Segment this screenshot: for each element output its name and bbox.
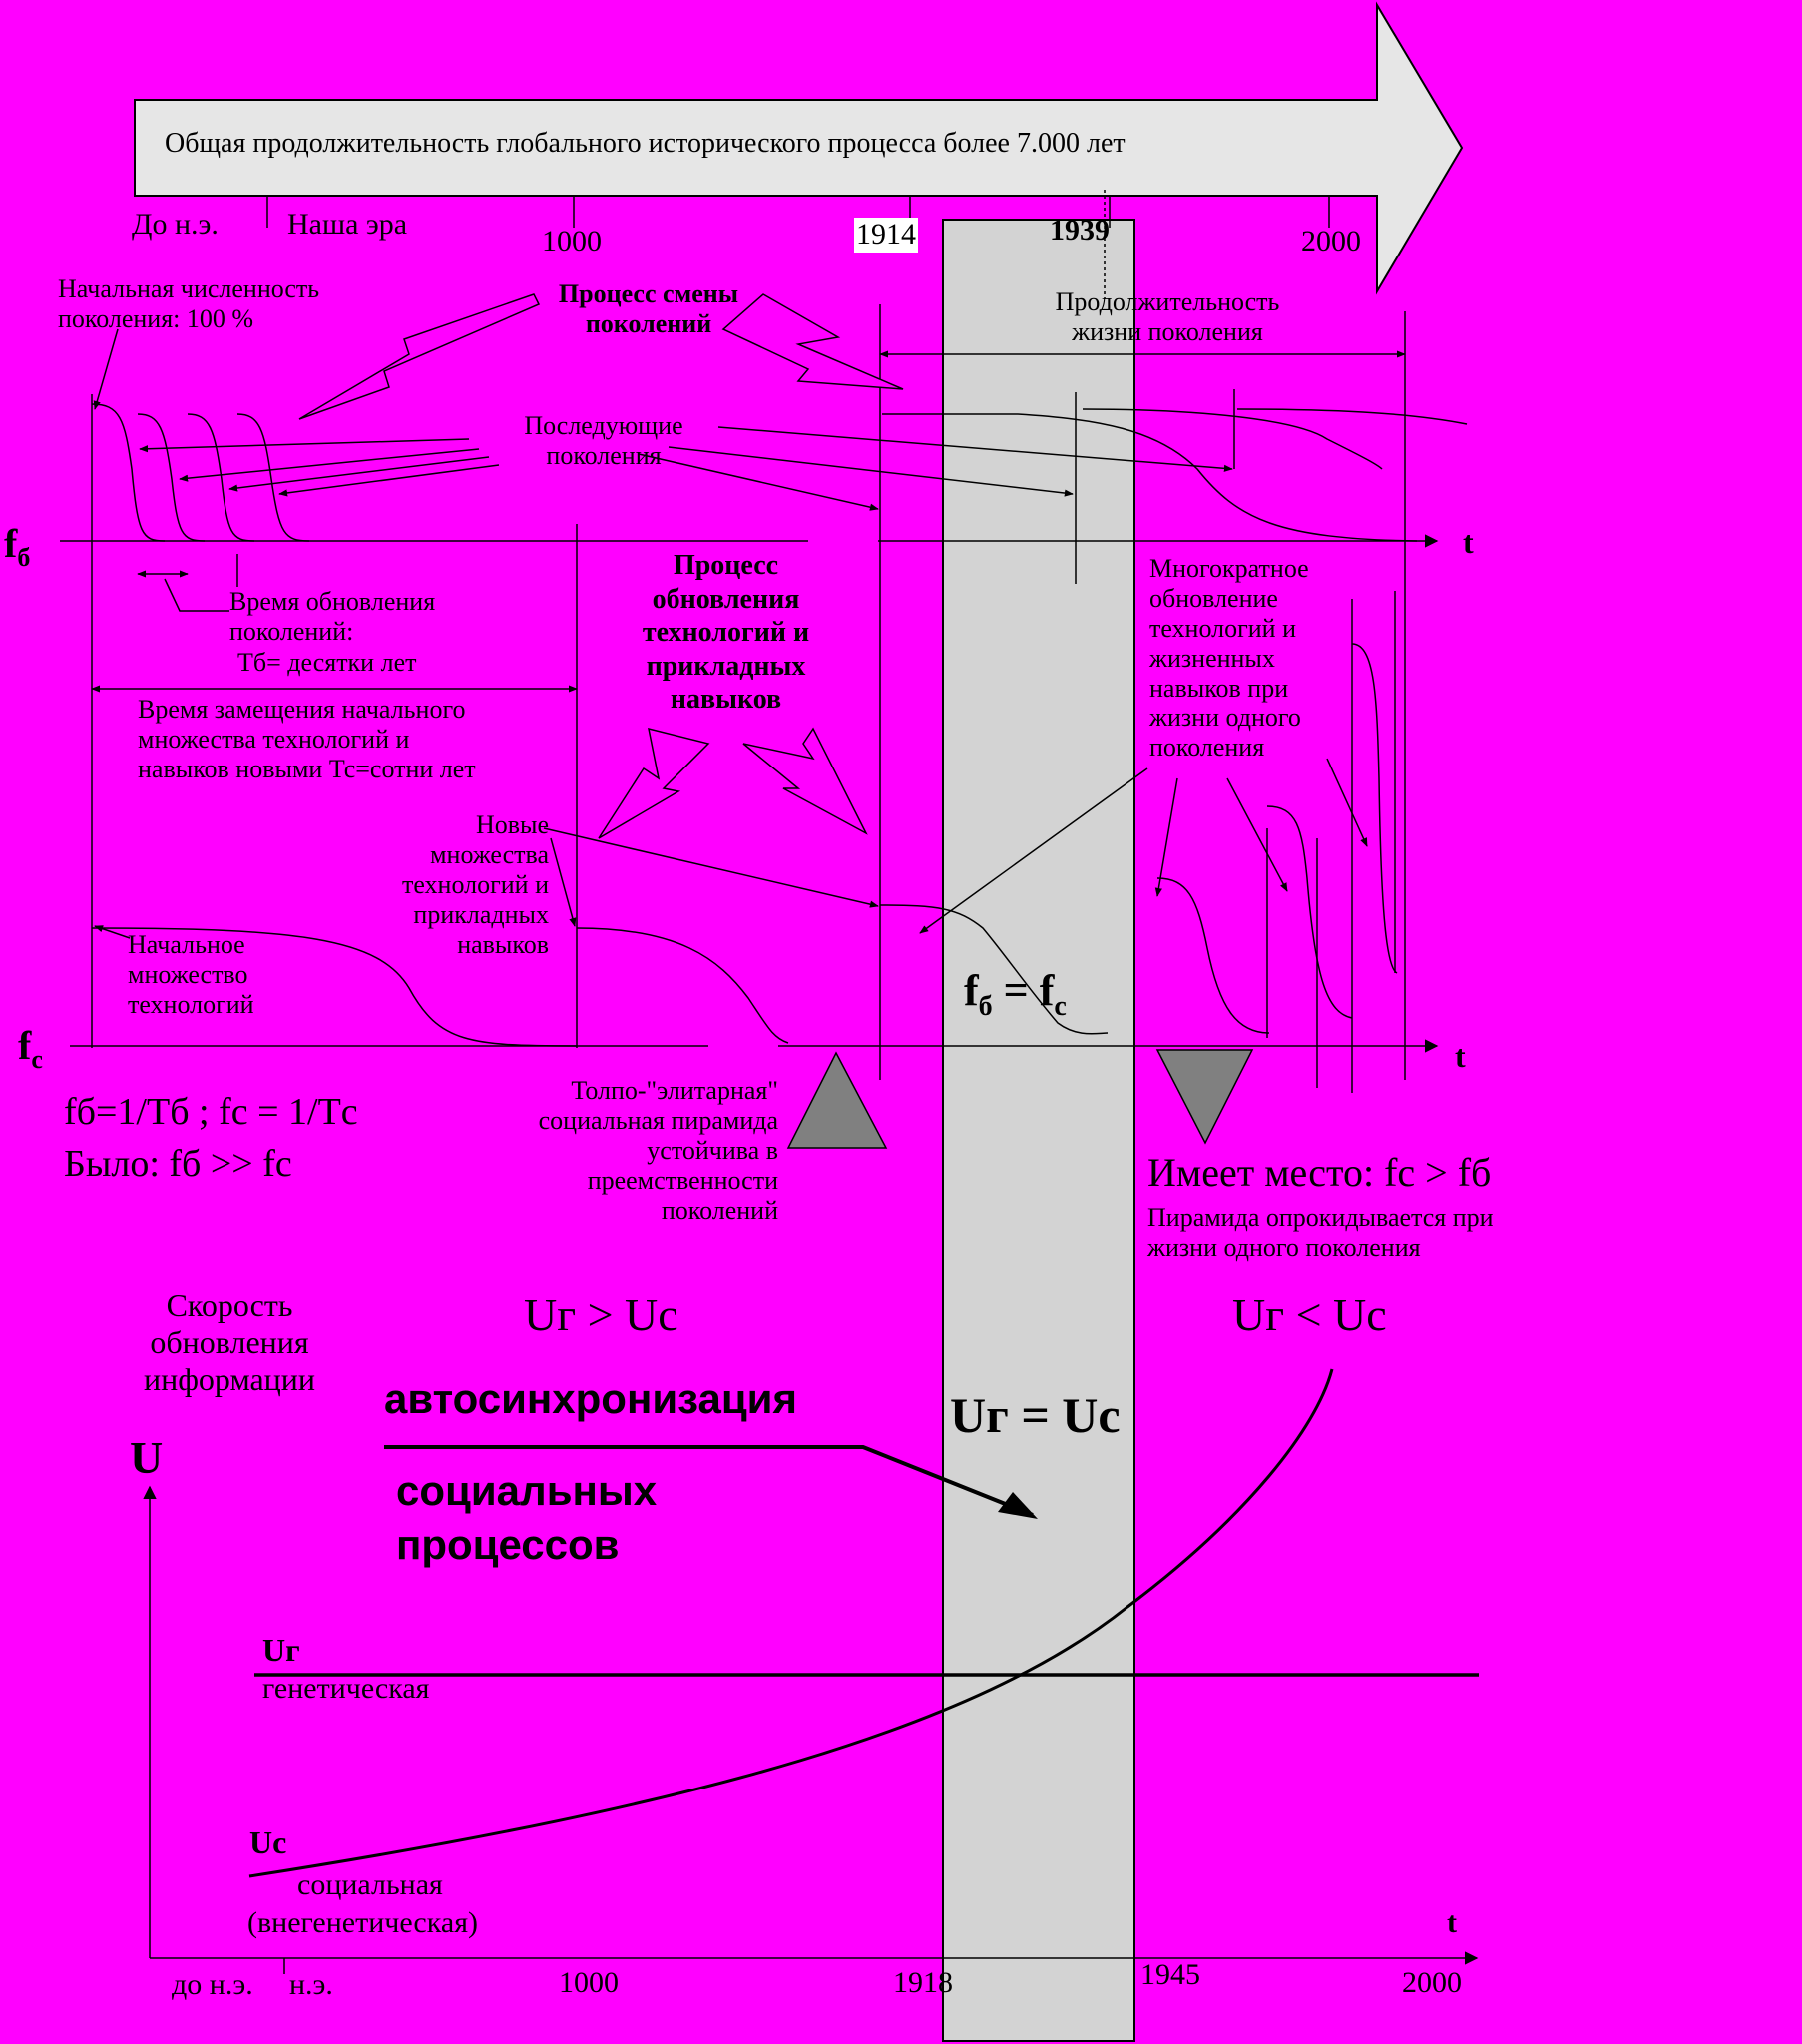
tech-process-label: Процесс обновления технологий и прикладных навыков [642,550,810,716]
autosync-label-3: процессов [396,1521,620,1568]
pyramid-right-label: Пирамида опрокидывается при жизни одного поколения [1147,1203,1494,1262]
renewal-time-label-3: Тб= десятки лет [237,648,417,677]
fb-equals-fc: $f_б = f_с$ [964,966,1067,1022]
x-label-1918: 1918 [893,1966,953,1999]
x-label-2000: 2000 [1402,1966,1462,1999]
gen-duration-label: Продолжительность жизни поколения [1055,287,1280,346]
tech-arrow-right [743,729,866,833]
formula-frequencies: fб=1/Tб ; fс = 1/Tс [64,1091,358,1133]
pyramid-left-label: Толпо-"элитарная" социальная пирамида устойчива в преемственности поколений [538,1076,778,1225]
ug-equals-uc: Uг = Uс [950,1387,1121,1443]
t-axis-label-mid: t [1455,1038,1466,1074]
replacement-label-2: множества технологий и [138,725,410,754]
new-sets-label: Новые множества технологий и прикладных навыков [401,810,549,959]
replacement-label-3: навыков новыми Тс=сотни лет [138,755,476,783]
t-axis-label-bottom: t [1447,1906,1457,1939]
tech-arrow-left [599,729,708,838]
timeline-1939: 1939 [1050,214,1110,247]
uc-label: Uс [249,1824,287,1860]
has-place-label: Имеет место: fс > fб [1147,1150,1492,1195]
timeline-2000: 2000 [1301,225,1361,257]
initial-set-label: Начальное множество технологий [128,930,254,1019]
next-gens-label: Последующие поколения [524,411,683,470]
pyramid-stable [788,1053,886,1148]
gen-change-label: Процесс смены поколений [558,279,739,338]
timeline-ticks [267,190,1329,299]
uc-desc-2: (внегенетическая) [247,1906,478,1939]
timeline-ad: Наша эра [287,208,408,241]
banner-title: Общая продолжительность глобального исторического процесса более 7.000 лет [165,128,1126,159]
synchronization-band [943,220,1134,2041]
multi-renewal-label: Многократное обновление технологий и жизненных навыков при жизни одного поколения [1149,554,1309,763]
t-axis-label-top: t [1463,524,1474,560]
u-axis-label: U [130,1432,164,1483]
autosync-label-1: автосинхронизация [384,1375,797,1422]
ug-label: Uг [262,1632,300,1668]
timeline-1914: 1914 [856,218,916,251]
ug-desc: генетическая [262,1672,430,1705]
replacement-label-1: Время замещения начального [138,695,466,724]
x-label-1000: 1000 [559,1966,619,1999]
uc-desc-1: социальная [297,1868,443,1901]
x-label-bc: до н.э. [172,1968,253,2001]
fc-axis-label: $f_с$ [18,1023,43,1074]
fb-axis-label: $f_б$ [4,521,31,572]
timeline-1000: 1000 [542,225,602,257]
timeline-bc: До н.э. [132,208,219,241]
speed-title: Скорость обновления информации [143,1287,316,1397]
formula-was: Было: fб >> fс [64,1143,292,1185]
autosync-label-2: социальных [396,1467,658,1514]
pyramid-inverted [1157,1050,1252,1143]
x-label-1945: 1945 [1140,1958,1200,1991]
ineq-right: Uг < Uс [1232,1289,1387,1340]
initial-size-label: Начальная численность поколения: 100 % [58,274,320,333]
renewal-time-label-2: поколений: [229,617,354,646]
ineq-left: Uг > Uс [524,1289,678,1340]
x-label-ad: н.э. [289,1968,333,2001]
renewal-time-label-1: Время обновления [229,587,436,616]
